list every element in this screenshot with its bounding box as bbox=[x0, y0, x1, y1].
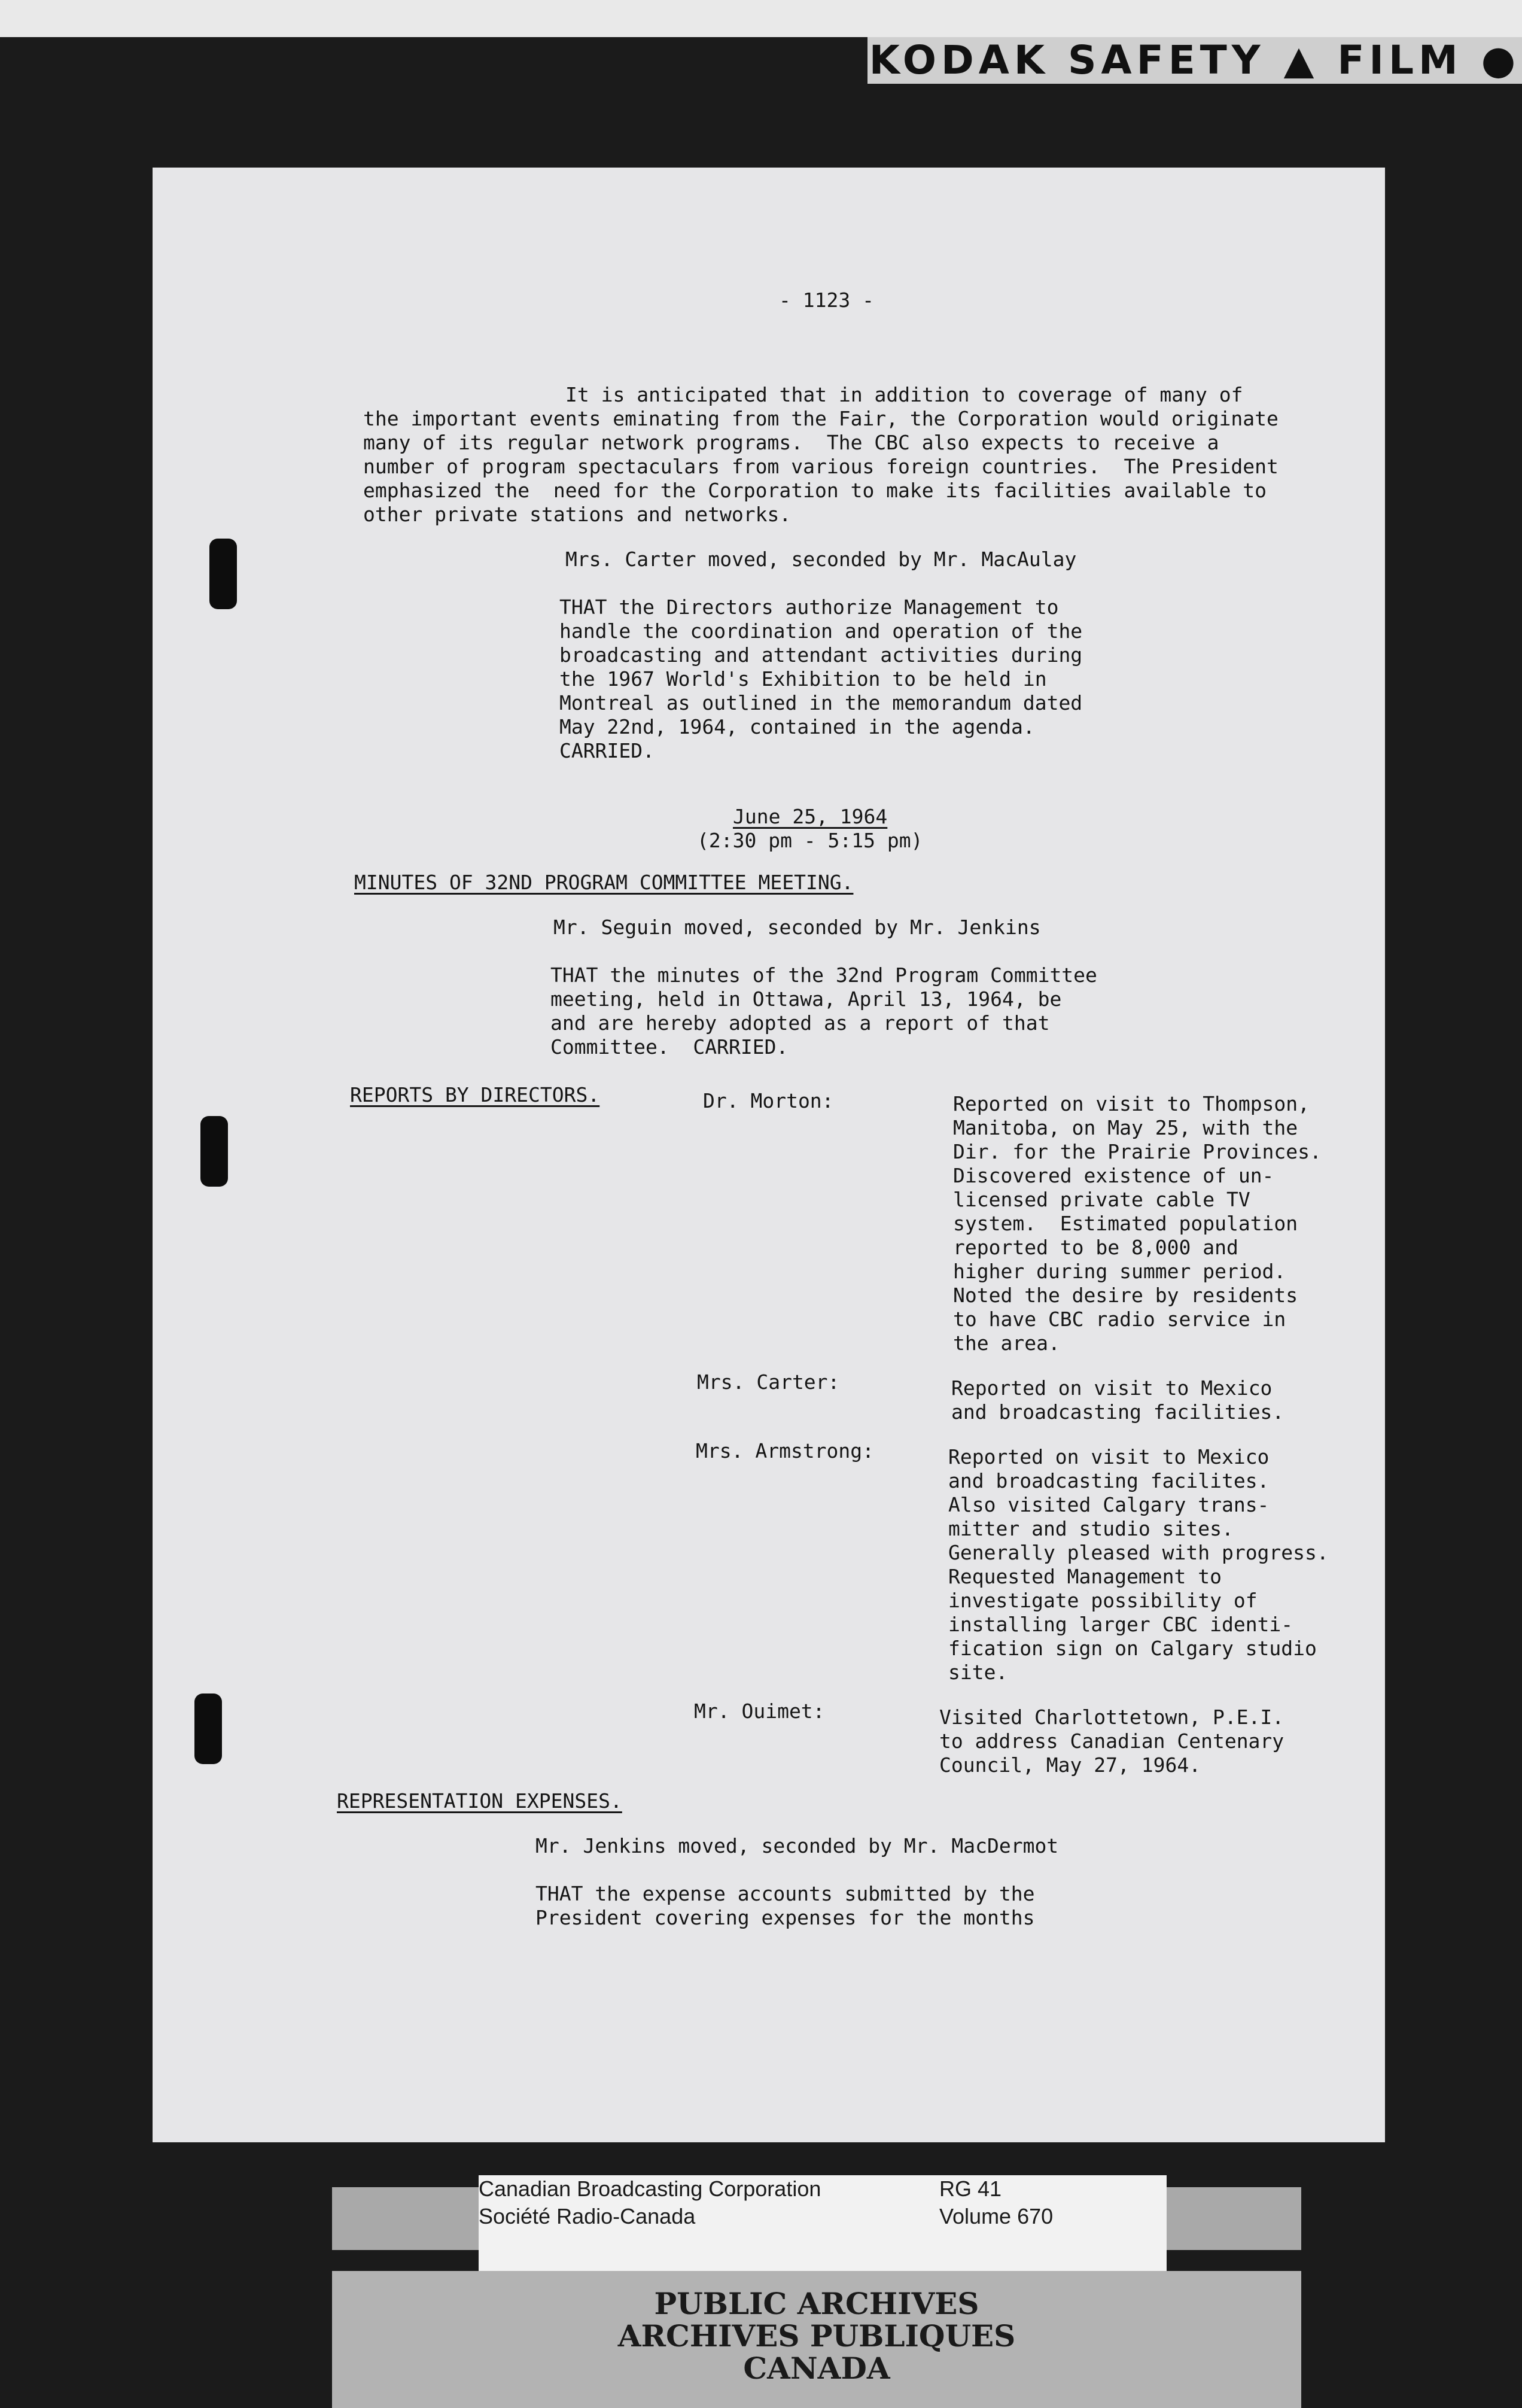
org-name-fr: Société Radio-Canada bbox=[479, 2204, 696, 2228]
resolution-line: President covering expenses for the months bbox=[535, 1906, 1035, 1929]
report-line: Visited Charlottetown, P.E.I. bbox=[939, 1705, 1284, 1729]
report-line: the area. bbox=[953, 1331, 1060, 1355]
resolution-line: CARRIED. bbox=[559, 739, 655, 762]
paragraph-line: It is anticipated that in addition to coverage of many of bbox=[565, 383, 1243, 406]
paragraph-line: number of program spectaculars from various foreign countries. The President bbox=[363, 455, 1279, 478]
report-line: Council, May 27, 1964. bbox=[939, 1753, 1201, 1777]
film-edge-banner: KODAK SAFETY ▲ FILM ● bbox=[867, 37, 1522, 84]
report-line: Reported on visit to Mexico bbox=[951, 1376, 1273, 1400]
public-archives-stamp bbox=[332, 2271, 1301, 2408]
report-line: fication sign on Calgary studio bbox=[948, 1637, 1317, 1660]
motion-text: Mr. Seguin moved, seconded by Mr. Jenkins bbox=[553, 916, 1041, 939]
archives-line-country: CANADA bbox=[743, 2351, 890, 2386]
report-line: mitter and studio sites. bbox=[948, 1517, 1234, 1540]
archives-line-fr: ARCHIVES PUBLIQUES bbox=[617, 2318, 1016, 2354]
director-name: Dr. Morton: bbox=[703, 1089, 834, 1112]
resolution-line: and are hereby adopted as a report of that bbox=[550, 1011, 1050, 1035]
resolution-line: THAT the Directors authorize Management to bbox=[559, 595, 1059, 619]
director-name: Mr. Ouimet: bbox=[694, 1699, 825, 1723]
report-line: licensed private cable TV bbox=[953, 1188, 1250, 1211]
section-heading-minutes: MINUTES OF 32ND PROGRAM COMMITTEE MEETING. bbox=[354, 871, 854, 894]
resolution-line: meeting, held in Ottawa, April 13, 1964, be bbox=[550, 987, 1062, 1011]
resolution-line: THAT the minutes of the 32nd Program Committee bbox=[550, 963, 1097, 987]
resolution-line: handle the coordination and operation of the bbox=[559, 619, 1083, 643]
report-line: Discovered existence of un- bbox=[953, 1164, 1274, 1187]
report-line: Requested Management to bbox=[948, 1565, 1222, 1588]
report-line: site. bbox=[948, 1661, 1008, 1684]
report-line: Reported on visit to Mexico bbox=[948, 1445, 1270, 1468]
resolution-line: Montreal as outlined in the memorandum dated bbox=[559, 691, 1083, 715]
report-line: higher during summer period. bbox=[953, 1260, 1286, 1283]
report-line: installing larger CBC identi- bbox=[948, 1613, 1293, 1636]
report-line: to have CBC radio service in bbox=[953, 1308, 1286, 1331]
paragraph-line: many of its regular network programs. The CBC also expects to receive a bbox=[363, 431, 1219, 454]
report-line: to address Canadian Centenary bbox=[939, 1729, 1284, 1753]
report-line: Reported on visit to Thompson, bbox=[953, 1092, 1310, 1115]
report-line: Also visited Calgary trans- bbox=[948, 1493, 1270, 1516]
resolution-line: broadcasting and attendant activities during bbox=[559, 643, 1083, 667]
archives-line-en: PUBLIC ARCHIVES bbox=[654, 2286, 979, 2321]
report-line: Manitoba, on May 25, with the bbox=[953, 1116, 1298, 1139]
record-group: RG 41 bbox=[939, 2176, 1002, 2201]
report-line: and broadcasting facilites. bbox=[948, 1469, 1270, 1492]
director-name: Mrs. Armstrong: bbox=[696, 1439, 875, 1463]
director-name: Mrs. Carter: bbox=[697, 1370, 840, 1394]
section-heading-expenses: REPRESENTATION EXPENSES. bbox=[337, 1789, 622, 1813]
film-top-strip bbox=[0, 0, 1522, 37]
motion-text: Mrs. Carter moved, seconded by Mr. MacAulay bbox=[565, 548, 1077, 571]
paragraph-line: emphasized the need for the Corporation to make its facilities available to bbox=[363, 479, 1267, 502]
report-line: Dir. for the Prairie Provinces. bbox=[953, 1140, 1322, 1163]
resolution-line: May 22nd, 1964, contained in the agenda. bbox=[559, 715, 1035, 738]
meeting-time: (2:30 pm - 5:15 pm) bbox=[697, 829, 923, 852]
volume-number: Volume 670 bbox=[939, 2204, 1054, 2228]
motion-text: Mr. Jenkins moved, seconded by Mr. MacDermot bbox=[535, 1834, 1059, 1857]
paragraph-line: other private stations and networks. bbox=[363, 503, 792, 526]
report-line: investigate possibility of bbox=[948, 1589, 1258, 1612]
punch-hole bbox=[194, 1693, 222, 1764]
archive-reference-label bbox=[479, 2175, 1167, 2271]
section-heading-reports: REPORTS BY DIRECTORS. bbox=[350, 1083, 600, 1106]
report-line: reported to be 8,000 and bbox=[953, 1236, 1238, 1259]
label-edge-right bbox=[1167, 2187, 1301, 2250]
document-page bbox=[153, 168, 1385, 2142]
resolution-line: Committee. CARRIED. bbox=[550, 1035, 789, 1059]
meeting-date: June 25, 1964 bbox=[733, 805, 888, 828]
label-edge-left bbox=[332, 2187, 479, 2250]
resolution-line: the 1967 World's Exhibition to be held in bbox=[559, 667, 1047, 691]
org-name-en: Canadian Broadcasting Corporation bbox=[479, 2176, 821, 2201]
report-line: Generally pleased with progress. bbox=[948, 1541, 1329, 1564]
report-line: Noted the desire by residents bbox=[953, 1284, 1298, 1307]
punch-hole bbox=[209, 539, 237, 609]
page-number: - 1123 - bbox=[779, 288, 874, 312]
punch-hole bbox=[200, 1116, 228, 1187]
paragraph-line: the important events eminating from the Fair, the Corporation would originate bbox=[363, 407, 1279, 430]
report-line: system. Estimated population bbox=[953, 1212, 1298, 1235]
resolution-line: THAT the expense accounts submitted by the bbox=[535, 1882, 1035, 1905]
report-line: and broadcasting facilities. bbox=[951, 1400, 1284, 1424]
